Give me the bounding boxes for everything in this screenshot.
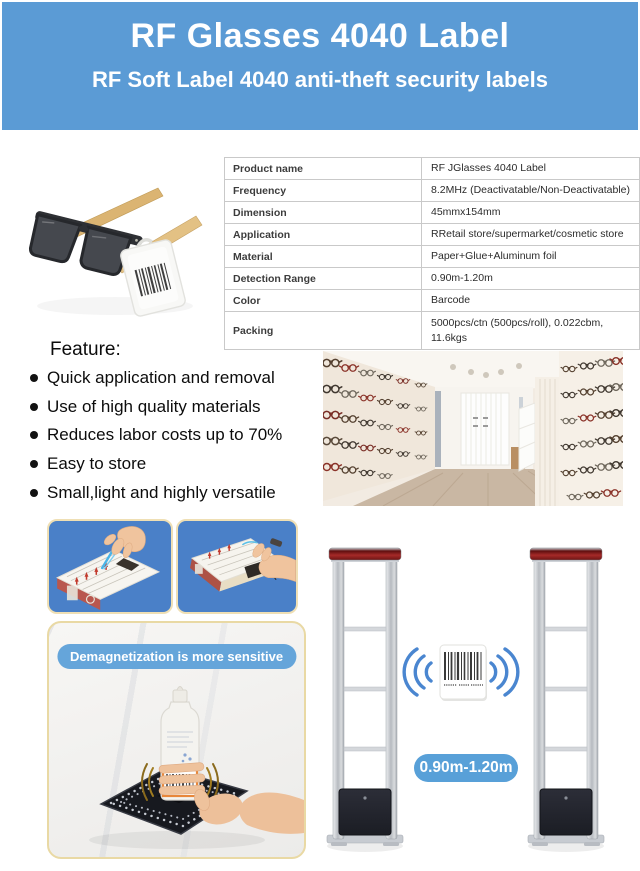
table-row: [225, 268, 639, 290]
table-row: [225, 246, 639, 268]
spec-label: Packing: [233, 324, 274, 337]
feature-text: Quick application and removal: [47, 368, 275, 388]
spec-value: RF JGlasses 4040 Label: [421, 158, 639, 179]
spec-value: Barcode: [421, 290, 639, 311]
spec-table: [224, 157, 640, 350]
spec-label: Detection Range: [233, 272, 316, 285]
page-title: RF Glasses 4040 Label: [130, 17, 510, 55]
detection-range-badge: 0.90m-1.20m: [414, 754, 518, 782]
sunglasses-product-photo: [10, 152, 220, 344]
spec-value: 0.90m-1.20m: [421, 268, 639, 289]
list-item: [28, 364, 282, 393]
feature-text: Use of high quality materials: [47, 396, 261, 416]
demagnetization-panel: [47, 621, 306, 859]
feature-text: Small,light and highly versatile: [47, 482, 276, 502]
feature-text: Reduces labor costs up to 70%: [47, 425, 283, 445]
spec-value: 45mmx154mm: [421, 202, 639, 223]
spec-label: Application: [233, 228, 291, 241]
spec-label: Color: [233, 294, 261, 307]
spec-value: Paper+Glue+Aluminum foil: [421, 246, 639, 267]
spec-label: Product name: [233, 162, 304, 175]
eas-antenna-right: [524, 543, 608, 855]
header-banner: [2, 2, 638, 130]
page-subtitle: RF Soft Label 4040 anti-theft security labels: [91, 67, 548, 92]
label-application-photo-1: [47, 519, 173, 614]
spec-value: RRetail store/supermarket/cosmetic store: [421, 224, 639, 245]
table-row: [225, 290, 639, 312]
barcode-signal-graphic: [399, 636, 523, 720]
table-row: [225, 158, 639, 180]
bullet-icon: [30, 489, 38, 497]
radio-wave-icon: [491, 649, 518, 695]
bullet-icon: [30, 374, 38, 382]
spec-label: Frequency: [233, 184, 287, 197]
list-item: [28, 421, 282, 450]
bullet-icon: [30, 460, 38, 468]
spec-value: 5000pcs/ctn (500pcs/roll), 0.022cbm, 11.6kgs: [421, 312, 639, 349]
list-item: [28, 450, 282, 479]
table-row: [225, 224, 639, 246]
demagnetization-caption: Demagnetization is more sensitive: [57, 644, 296, 669]
feature-heading: Feature:: [50, 339, 121, 360]
eyewear-store-photo: [323, 351, 623, 506]
feature-text: Easy to store: [47, 454, 147, 474]
spec-label: Material: [233, 250, 273, 263]
table-row: [225, 202, 639, 224]
feature-list: [28, 364, 282, 507]
deactivator-scene: [49, 682, 304, 857]
label-application-photo-2: [176, 519, 298, 614]
table-row: [225, 180, 639, 202]
eas-antenna-left: [323, 543, 407, 855]
bullet-icon: [30, 431, 38, 439]
bullet-icon: [30, 403, 38, 411]
spec-label: Dimension: [233, 206, 287, 219]
spec-value: 8.2MHz (Deactivatable/Non-Deactivatable): [421, 180, 639, 201]
table-row: [225, 312, 639, 349]
list-item: [28, 478, 282, 507]
list-item: [28, 393, 282, 422]
radio-wave-icon: [404, 649, 431, 695]
